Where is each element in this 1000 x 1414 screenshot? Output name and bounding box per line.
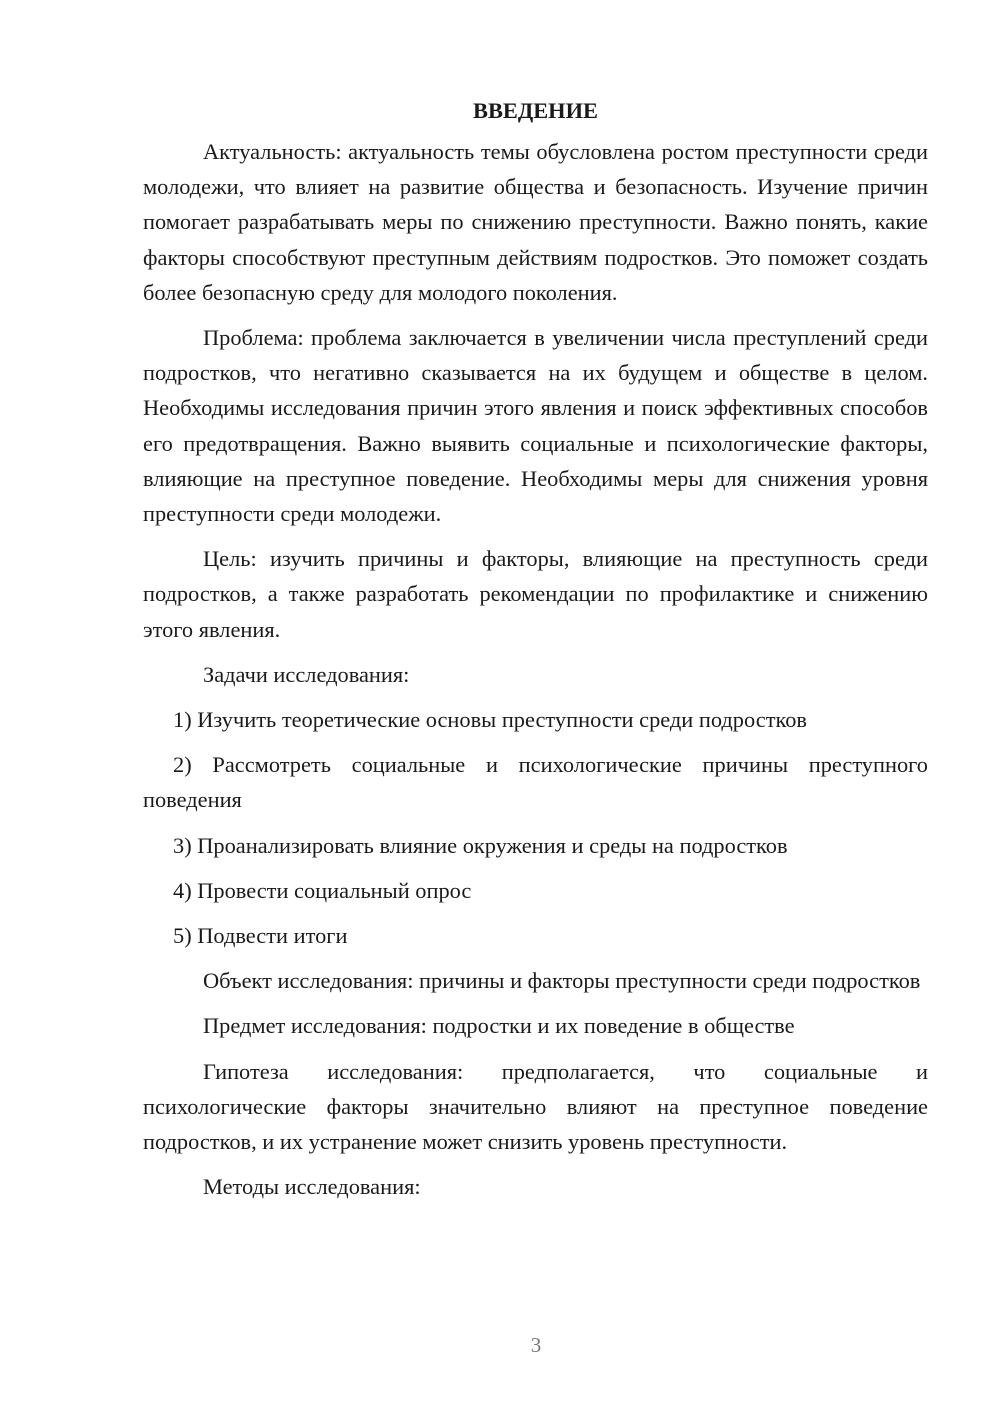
page-content: [143, 93, 928, 1214]
hypothesis-paragraph: Гипотеза исследования: предполагается, что социальные и психологические факторы значительно влияют на преступное поведение подростков, и их устранение может снизить уровень преступности.: [143, 1058, 928, 1155]
relevance-paragraph: Актуальность: актуальность темы обусловлена ростом преступности среди молодежи, что влияет на развитие общества и безопасность. Изучение причин помогает разрабатывать меры по снижению преступности. Важно понять, какие факторы способствуют преступным действиям подростков. Это поможет создать более безопасную среду для молодого поколения.: [143, 139, 928, 305]
task-item: 3) Проанализировать влияние окружения и среды на подростков: [173, 832, 788, 858]
task-item: 2) Рассмотреть социальные и психологические причины преступного поведения: [143, 752, 928, 813]
tasks-title: Задачи исследования:: [203, 661, 410, 687]
task-item: 1) Изучить теоретические основы преступности среди подростков: [173, 707, 807, 733]
subject-paragraph: Предмет исследования: подростки и их поведение в обществе: [203, 1013, 795, 1039]
methods-title: Методы исследования:: [203, 1174, 421, 1200]
section-heading: ВВЕДЕНИЕ: [473, 98, 598, 123]
object-paragraph: Объект исследования: причины и факторы преступности среди подростков: [203, 968, 921, 994]
task-item: 4) Провести социальный опрос: [173, 877, 472, 903]
page-number: 3: [530, 1333, 542, 1357]
task-item: 5) Подвести итоги: [173, 923, 348, 949]
goal-paragraph: Цель: изучить причины и факторы, влияющие на преступность среди подростков, а также разработать рекомендации по профилактике и снижению этого явления.: [143, 546, 928, 642]
problem-paragraph: Проблема: проблема заключается в увеличении числа преступлений среди подростков, что негативно сказывается на их будущем и обществе в целом. Необходимы исследования причин этого явления и поиск эффективных способов его предотвращения. Важно выявить социальные и психологические факторы, влияющие на преступное поведение. Необходимы меры для снижения уровня преступности среди молодежи.: [143, 325, 928, 527]
